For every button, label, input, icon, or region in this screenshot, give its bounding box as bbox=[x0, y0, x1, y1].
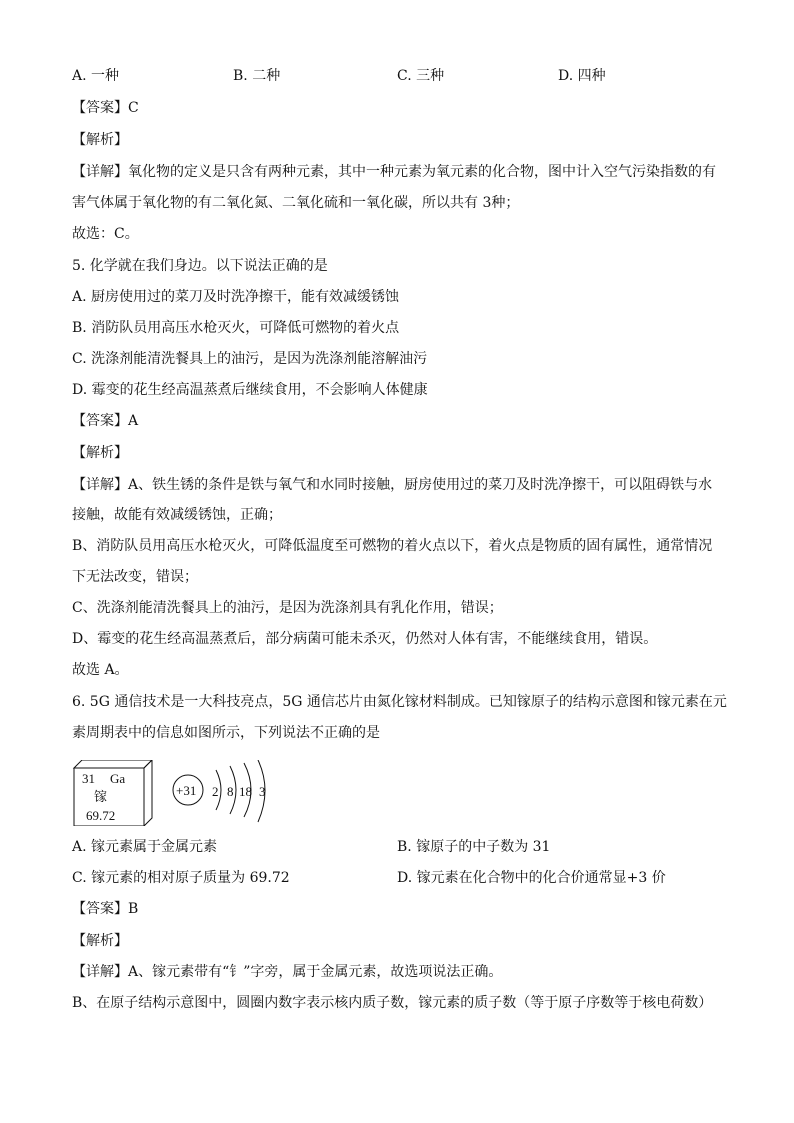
q4-option-b: B. 二种 bbox=[233, 68, 281, 84]
q5-detail-b-line-2: 下无法改变，错误； bbox=[72, 569, 198, 585]
shell-electrons-4: 3 bbox=[259, 784, 266, 799]
gallium-figure bbox=[72, 760, 272, 826]
q5-answer: 【答案】A bbox=[72, 413, 139, 429]
q4-detail-line-1: 【详解】氧化物的定义是只含有两种元素，其中一种元素为氧元素的化合物，图中计入空气污染指数的有 bbox=[72, 164, 716, 180]
atomic-mass: 69.72 bbox=[86, 808, 116, 823]
element-name: 镓 bbox=[94, 789, 108, 804]
q5-option-b: B. 消防队员用高压水枪灭火，可降低可燃物的着火点 bbox=[72, 320, 400, 336]
q5-detail-a-line-1: 【详解】A、铁生锈的条件是铁与氧气和水同时接触，厨房使用过的菜刀及时洗净擦干，可以阻碍铁与水 bbox=[72, 477, 713, 493]
element-symbol: Ga bbox=[110, 771, 126, 786]
q6-analysis-heading: 【解析】 bbox=[72, 933, 128, 949]
q6-option-d: D. 镓元素在化合物中的化合价通常显+3 价 bbox=[397, 870, 666, 886]
q4-answer: 【答案】C bbox=[72, 100, 139, 116]
q6-answer: 【答案】B bbox=[72, 901, 139, 917]
q5-detail-c: C、洗涤剂能清洗餐具上的油污，是因为洗涤剂具有乳化作用，错误； bbox=[72, 600, 503, 616]
q5-detail-b-line-1: B、消防队员用高压水枪灭火，可降低温度至可燃物的着火点以下，着火点是物质的固有属性，通常情况 bbox=[72, 538, 713, 554]
q6-stem-line-2: 素周期表中的信息如图所示，下列说法不正确的是 bbox=[72, 725, 380, 741]
atomic-number: 31 bbox=[82, 771, 95, 786]
shell-electrons-1: 2 bbox=[212, 784, 219, 799]
shell-electrons-2: 8 bbox=[227, 784, 234, 799]
q5-detail-d: D、霉变的花生经高温蒸煮后，部分病菌可能未杀灭，仍然对人体有害，不能继续食用，错误。 bbox=[72, 631, 658, 647]
q5-choice: 故选 A。 bbox=[72, 662, 129, 678]
periodic-table-cell bbox=[74, 760, 152, 826]
q5-detail-a-line-2: 接触，故能有效减缓锈蚀，正确； bbox=[72, 507, 282, 523]
q5-option-d: D. 霉变的花生经高温蒸煮后继续食用，不会影响人体健康 bbox=[72, 382, 428, 398]
q6-stem-line-1: 6. 5G 通信技术是一大科技亮点，5G 通信芯片由氮化镓材料制成。已知镓原子的结构示意图和镓元素在元 bbox=[72, 694, 727, 710]
q6-detail-b: B、在原子结构示意图中，圆圈内数字表示核内质子数，镓元素的质子数（等于原子序数等于核电荷数） bbox=[72, 995, 713, 1011]
q5-analysis-heading: 【解析】 bbox=[72, 445, 128, 461]
q6-option-c: C. 镓元素的相对原子质量为 69.72 bbox=[72, 870, 290, 886]
q4-option-d: D. 四种 bbox=[558, 68, 606, 84]
q6-option-a: A. 镓元素属于金属元素 bbox=[72, 839, 218, 855]
q6-detail-a: 【详解】A、镓元素带有“钅”字旁，属于金属元素，故选项说法正确。 bbox=[72, 964, 503, 980]
q4-detail-line-2: 害气体属于氧化物的有二氧化氮、二氧化硫和一氧化碳，所以共有 3种； bbox=[72, 195, 520, 211]
q6-option-b: B. 镓原子的中子数为 31 bbox=[397, 839, 551, 855]
q5-stem: 5. 化学就在我们身边。以下说法正确的是 bbox=[72, 258, 328, 274]
q4-option-c: C. 三种 bbox=[397, 68, 445, 84]
nucleus-charge: +31 bbox=[176, 783, 197, 798]
atomic-structure-diagram bbox=[173, 760, 266, 822]
q5-option-c: C. 洗涤剂能清洗餐具上的油污，是因为洗涤剂能溶解油污 bbox=[72, 351, 428, 367]
q4-analysis-heading: 【解析】 bbox=[72, 132, 128, 148]
q5-option-a: A. 厨房使用过的菜刀及时洗净擦干，能有效减缓锈蚀 bbox=[72, 289, 400, 305]
q4-choice: 故选：C。 bbox=[72, 226, 139, 242]
shell-electrons-3: 18 bbox=[239, 784, 252, 799]
q4-option-a: A. 一种 bbox=[72, 68, 120, 84]
